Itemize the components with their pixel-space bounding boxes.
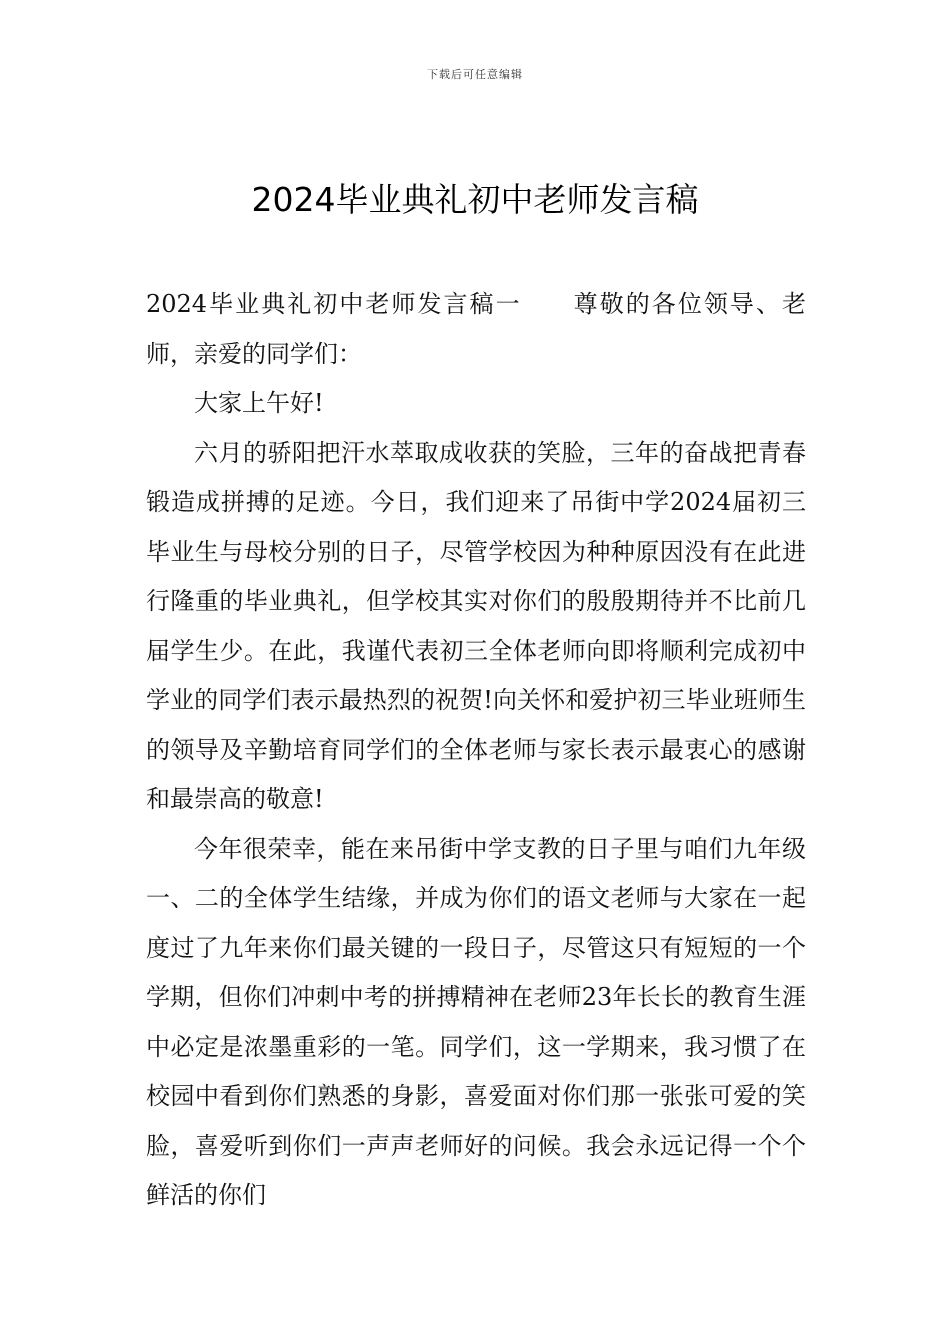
opening-paragraph — [146, 280, 806, 379]
opening-prefix: 2024毕业典礼初中老师发言稿一 — [146, 290, 522, 318]
body-paragraph-1: 六月的骄阳把汗水萃取成收获的笑脸，三年的奋战把青春锻造成拼搏的足迹。今日，我们迎来了吊街中学2024届初三毕业生与母校分别的日子，尽管学校因为种种原因没有在此进行隆重的毕业典礼，但学校其实对你们的殷殷期待并不比前几届学生少。在此，我谨代表初三全体老师向即将顺利完成初中学业的同学们表示最热烈的祝贺!向关怀和爱护初三毕业班师生的领导及辛勤培育同学们的全体老师与家长表示最衷心的感谢和最崇高的敬意! — [146, 438, 806, 813]
greeting-paragraph: 大家上午好! — [194, 389, 324, 417]
download-note: 下载后可任意编辑 — [427, 68, 523, 81]
body-paragraph-2: 今年很荣幸，能在来吊街中学支教的日子里与咱们九年级一、二的全体学生结缘，并成为你们的语文老师与大家在一起度过了九年来你们最关键的一段日子，尽管这只有短短的一个学期，但你们冲刺中考的拼搏精神在老师23年长长的教育生涯中必定是浓墨重彩的一笔。同学们，这一学期来，我习惯了在校园中看到你们熟悉的身影，喜爱面对你们那一张张可爱的笑脸，喜爱听到你们一声声老师好的问候。我会永远记得一个个鲜活的你们 — [146, 834, 806, 1209]
opening-salutation: 尊敬的各位领导、老师，亲爱的同学们： — [146, 290, 807, 368]
document-body — [146, 280, 806, 1221]
document-title: 2024毕业典礼初中老师发言稿 — [251, 180, 699, 219]
